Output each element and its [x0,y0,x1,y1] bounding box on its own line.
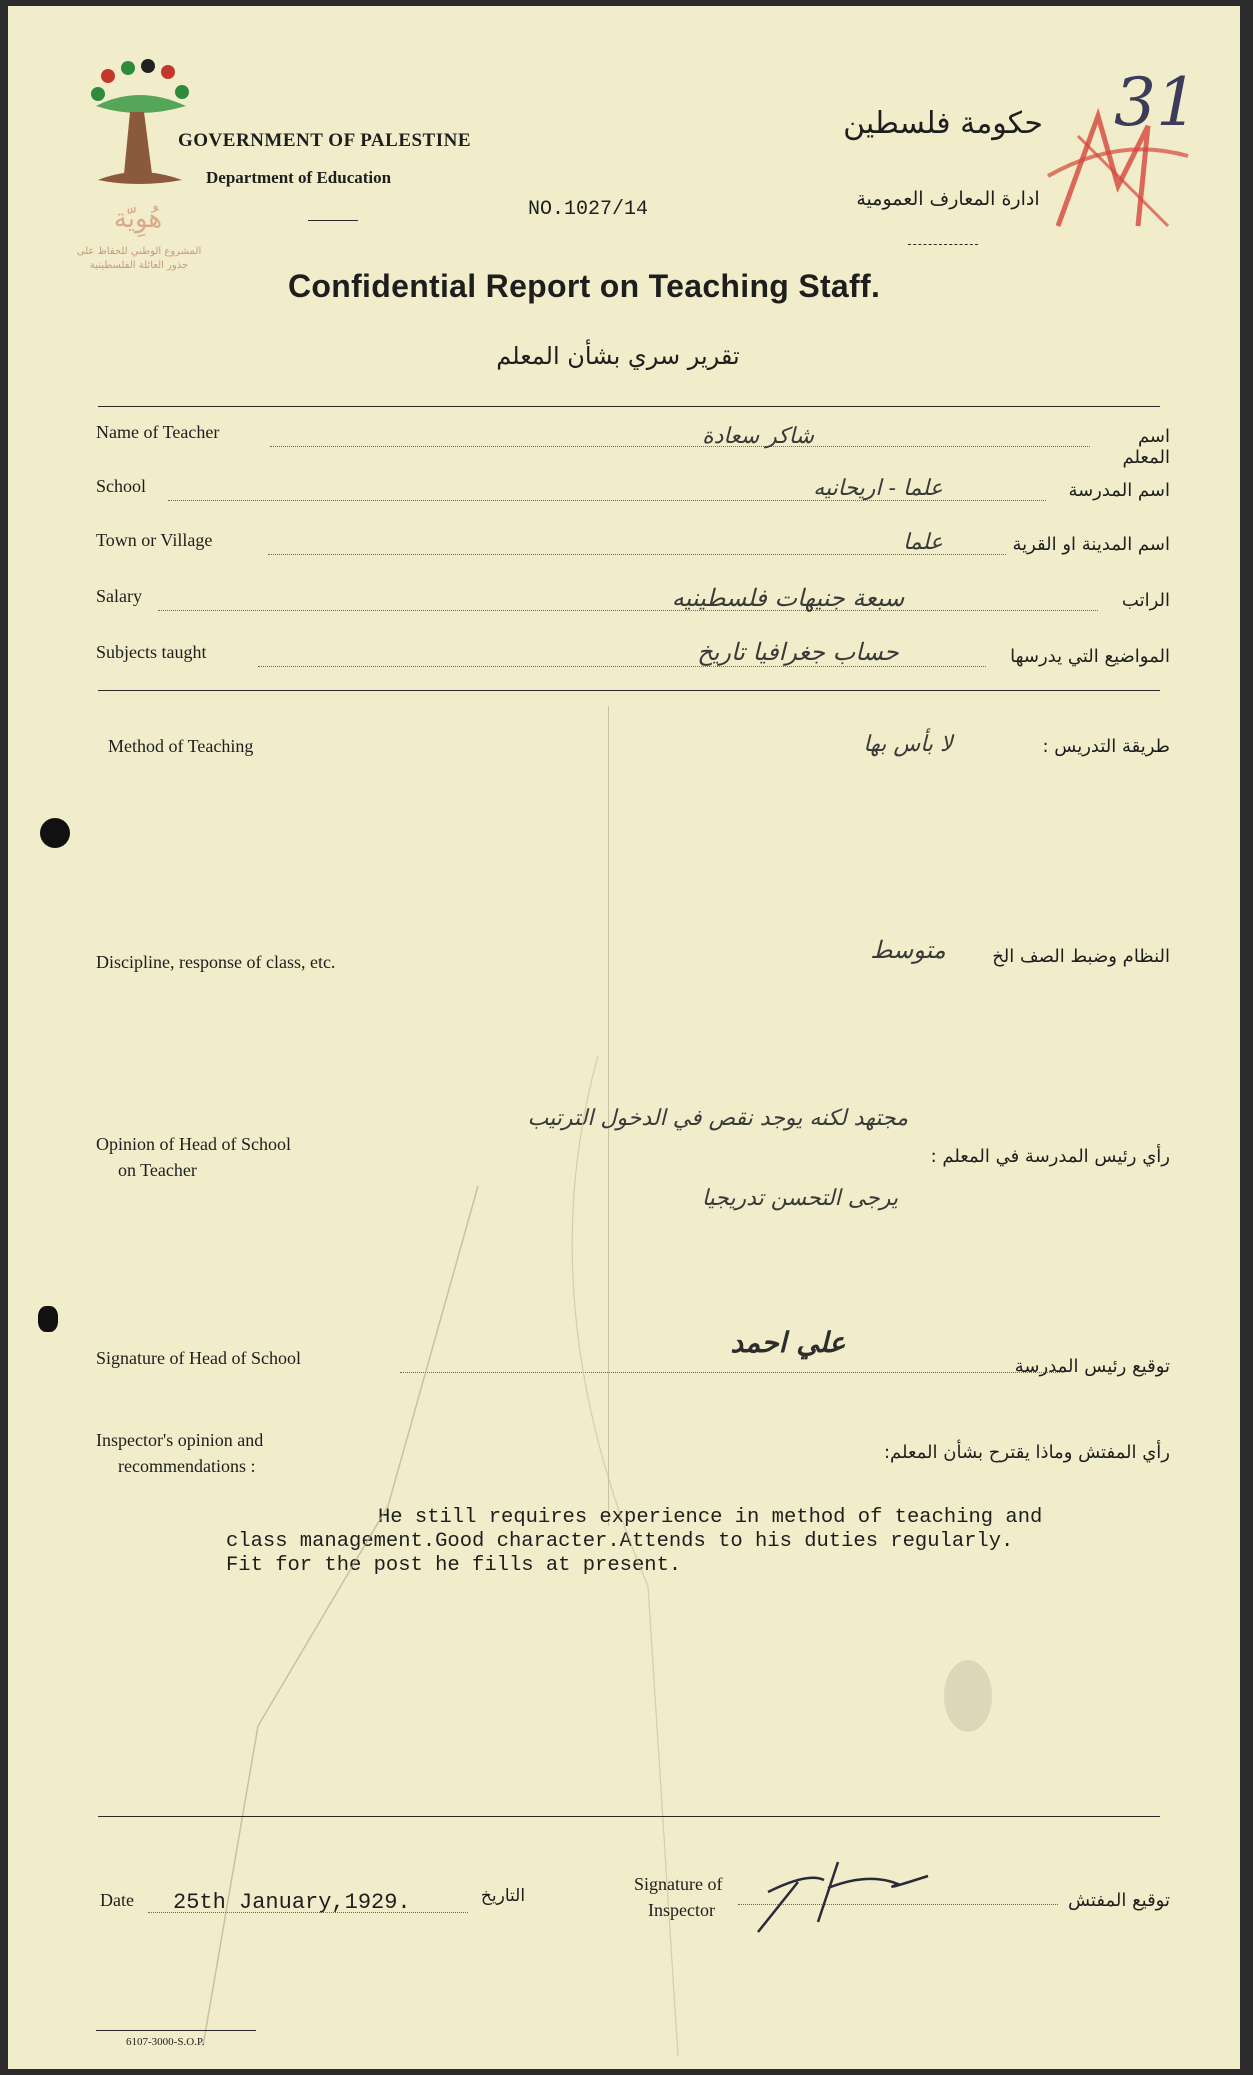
report-title-en: Confidential Report on Teaching Staff. [288,268,881,304]
printer-code: 6107-3000-S.O.P. [126,2036,205,2048]
field-label-school-ar: اسم المدرسة [1068,480,1170,501]
dept-title-en: Department of Education [206,168,392,187]
field-value-subjects: حساب جغرافيا تاريخ [697,638,899,666]
opinion-value-2: يرجى التحسن تدريجيا [701,1186,898,1211]
field-value-name: شاكر سعادة [702,424,814,449]
opinion-label-1: Opinion of Head of School [96,1134,291,1154]
date-value: 25th January,1929. [173,1890,411,1915]
footer-rule [98,1816,1160,1817]
inspector-signature-label-ar: توقيع المفتش [1067,1890,1170,1911]
inspector-label-2: recommendations : [118,1456,256,1476]
dept-title-ar: ادارة المعارف العمومية [856,188,1040,210]
report-title-ar: تقرير سري بشأن المعلم [496,342,740,370]
field-label-subjects-ar: المواضيع التي يدرسها [1010,646,1170,667]
field-label-name: Name of Teacher [96,422,220,442]
printer-rule [96,2030,256,2031]
signature-head-value: علي احمد [730,1326,846,1359]
discipline-label-ar: النظام وضبط الصف الخ [992,946,1170,967]
inspector-signature-label-2: Inspector [648,1900,715,1920]
opinion-label-ar: رأي رئيس المدرسة في المعلم : [930,1146,1170,1167]
signature-head-label-ar: توقيع رئيس المدرسة [1014,1356,1170,1377]
gov-title-ar: حكومة فلسطين [843,106,1043,141]
field-label-name-ar: اسم المعلم [1122,426,1170,468]
inspector-text-line-3: Fit for the post he fills at present. [226,1554,682,1577]
signature-head-label: Signature of Head of School [96,1348,301,1368]
field-label-school: School [96,476,147,496]
date-label-ar: التاريخ [480,1886,526,1906]
method-value: لا بأس بها [863,732,953,757]
inspector-label-1: Inspector's opinion and [96,1430,264,1450]
method-label: Method of Teaching [108,736,254,756]
discipline-value: متوسط [870,936,946,964]
discipline-label: Discipline, response of class, etc. [96,952,336,972]
inspector-text-line-2: class management.Good character.Attends to his duties regularly. [226,1530,1014,1553]
method-label-ar: طريقة التدريس : [1042,736,1170,757]
document-page [8,6,1240,2069]
inspector-signature [728,1832,948,1942]
field-label-subjects: Subjects taught [96,642,207,662]
field-label-town: Town or Village [96,530,213,550]
opinion-label-2: on Teacher [118,1160,197,1180]
reference-number: NO.1027/14 [528,198,649,221]
opinion-value-1: مجتهد لكنه يوجد نقص في الدخول الترتيب [527,1106,908,1131]
gov-title-en: GOVERNMENT OF PALESTINE [178,130,472,151]
field-value-salary: سبعة جنيهات فلسطينيه [671,584,905,612]
watermark-name: هُوِيّة [113,204,163,234]
field-label-salary: Salary [96,586,142,606]
watermark-caption-2: جذور العائلة الفلسطينية [89,260,189,271]
inspector-text-line-1: He still requires experience in method of teaching and [378,1506,1043,1529]
field-label-town-ar: اسم المدينة او القرية [1012,534,1170,555]
inspector-label-ar: رأي المفتش وماذا يقترح بشأن المعلم: [883,1442,1170,1463]
field-value-town: علما [903,530,943,555]
page-number-mark: 31 [1114,64,1198,141]
field-value-school: علما - اريحانيه [813,476,943,501]
date-label: Date [100,1890,134,1910]
field-label-salary-ar: الراتب [1121,590,1170,611]
watermark-caption-1: المشروع الوطني للحفاظ على [76,246,202,257]
inspector-signature-label-1: Signature of [634,1874,723,1894]
paper-creases [8,6,1240,2069]
